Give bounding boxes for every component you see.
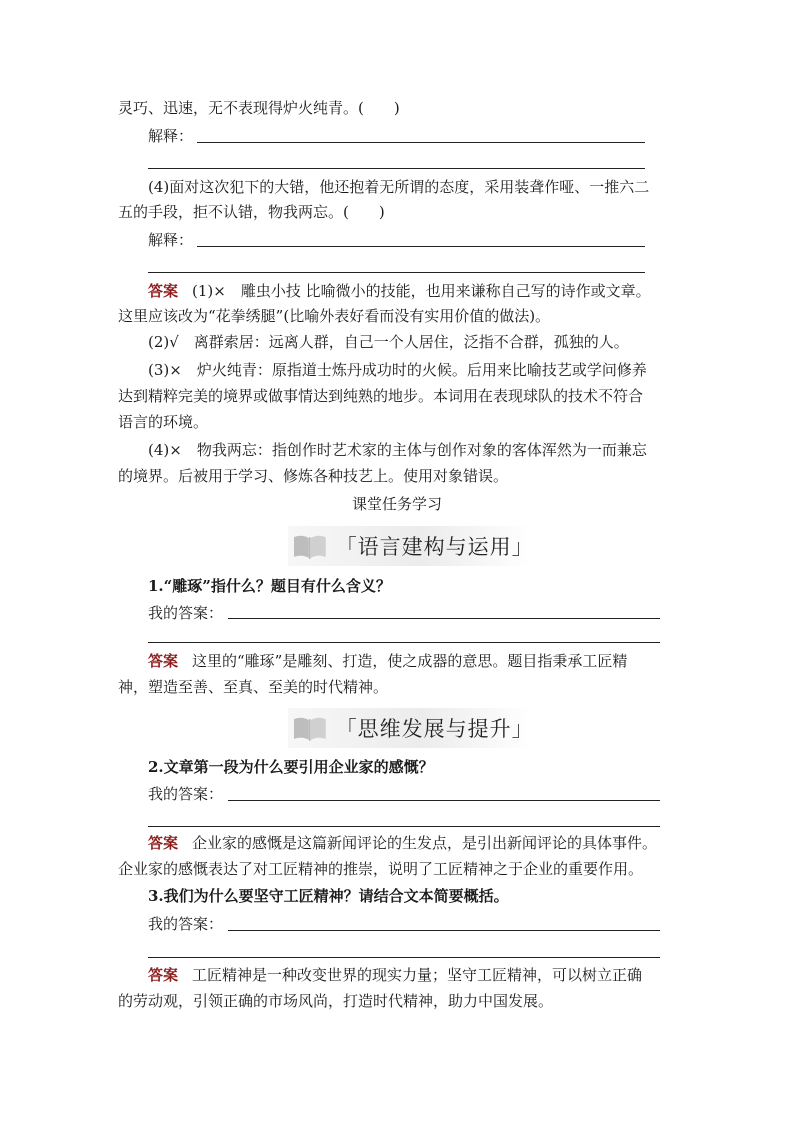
question-1-answer-line1 (148, 651, 627, 671)
question-3: 3.我们为什么要坚守工匠精神？请结合文本简要概括。 (148, 887, 509, 905)
question-1-answer-line2: 神，塑造至善、至真、至美的时代精神。 (118, 678, 389, 696)
my-answer-line-2a[interactable] (228, 800, 660, 801)
explain-label-4: 解释： (148, 231, 194, 249)
my-answer-line-1a[interactable] (228, 618, 660, 619)
explain-answer-line-3a[interactable] (197, 142, 645, 143)
my-answer-label-3: 我的答案： (148, 915, 224, 933)
book-icon (292, 532, 328, 560)
question-3-answer-line2: 的劳动观，引领正确的市场风尚，打造时代精神，助力中国发展。 (118, 992, 554, 1010)
answer-3-line2: 达到精粹完美的境界或做事情达到纯熟的地步。本词用在表现球队的技术不符合 (118, 387, 644, 405)
explain-answer-line-4a[interactable] (197, 246, 645, 247)
my-answer-line-2b[interactable] (148, 826, 660, 827)
book-icon (292, 714, 328, 742)
my-answer-label-1: 我的答案： (148, 604, 224, 622)
answer-label: 答案 (148, 282, 179, 300)
answer-4-line1: (4)× 物我两忘：指创作时艺术家的主体与创作对象的客体浑然为一而兼忘 (148, 441, 647, 459)
explain-answer-line-3b[interactable] (148, 168, 645, 169)
question-1-answer-text: 这里的“雕琢”是雕刻、打造，使之成器的意思。题目指秉承工匠精 (192, 652, 628, 670)
question-2: 2.文章第一段为什么要引用企业家的感慨？ (148, 758, 434, 776)
answer-3-line3: 语言的环境。 (118, 413, 209, 431)
my-answer-line-3b[interactable] (148, 957, 660, 958)
answer-2-line1: (2)√ 离群索居：远离人群，自己一个人居住，泛指不合群，孤独的人。 (148, 333, 629, 351)
my-answer-line-1b[interactable] (148, 642, 660, 643)
explain-answer-line-4b[interactable] (148, 272, 645, 273)
answer-1-line2: 这里应该改为“花拳绣腿”(比喻外表好看而没有实用价值的做法)。 (118, 307, 551, 325)
banner-language-title: 「语言建构与运用」 (335, 535, 534, 559)
answer-label: 答案 (148, 834, 179, 852)
banner-thinking (288, 708, 532, 748)
my-answer-label-2: 我的答案： (148, 785, 224, 803)
question-2-answer-line2: 企业家的感慨表达了对工匠精神的推崇，说明了工匠精神之于企业的重要作用。 (118, 860, 644, 878)
answer-1-line1 (148, 281, 651, 301)
question-3-answer-line1 (148, 965, 642, 985)
banner-language (288, 526, 532, 566)
question-2-answer-line1 (148, 833, 657, 853)
banner-thinking-title: 「思维发展与提升」 (335, 717, 534, 741)
exercise-item-4-line2: 五的手段，拒不认错，物我两忘。( ) (118, 203, 385, 221)
my-answer-line-3a[interactable] (228, 930, 660, 931)
answer-label: 答案 (148, 966, 179, 984)
answer-3-line1: (3)× 炉火纯青：原指道士炼丹成功时的火候。后用来比喻技艺或学问修养 (148, 361, 647, 379)
exercise-item-4-line1: (4)面对这次犯下的大错，他还抱着无所谓的态度，采用装聋作哑、一推六二 (148, 178, 650, 196)
question-2-answer-text: 企业家的感慨是这篇新闻评论的生发点，是引出新闻评论的具体事件。 (192, 834, 658, 852)
answer-4-line2: 的境界。后被用于学习、修炼各种技艺上。使用对象错误。 (118, 467, 509, 485)
explain-label-3: 解释： (148, 127, 194, 145)
answer-1-text: (1)× 雕虫小技 比喻微小的技能，也用来谦称自己写的诗作或文章。 (192, 282, 651, 300)
question-1: 1.“雕琢”指什么？题目有什么含义？ (148, 577, 391, 595)
question-3-answer-text: 工匠精神是一种改变世界的现实力量；坚守工匠精神，可以树立正确 (192, 966, 643, 984)
answer-label: 答案 (148, 652, 179, 670)
section-title: 课堂任务学习 (351, 495, 442, 513)
exercise-line-3: 灵巧、迅速，无不表现得炉火纯青。( ) (118, 99, 400, 117)
